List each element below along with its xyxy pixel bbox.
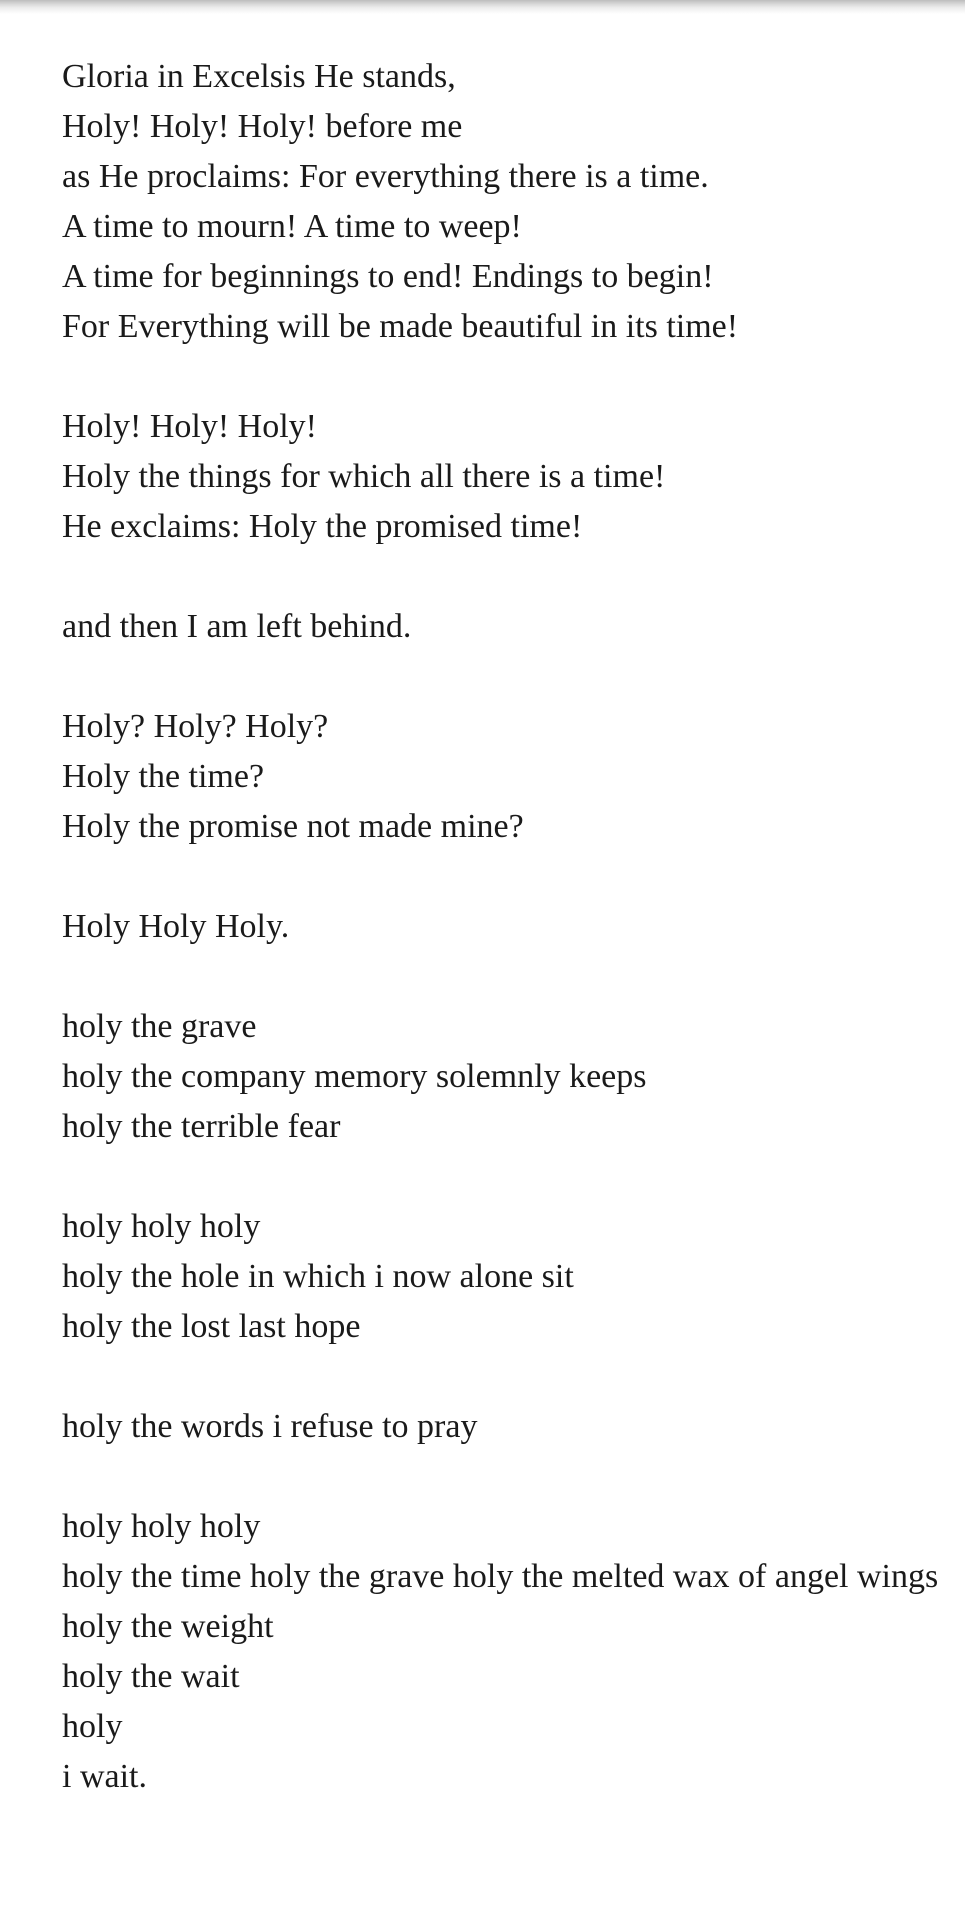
poem-line: as He proclaims: For everything there is a time. — [62, 158, 709, 195]
stanza-3 — [62, 602, 942, 652]
stanza-8 — [62, 1402, 942, 1452]
poem-line: holy the terrible fear — [62, 1108, 341, 1145]
poem-line: Holy! Holy! Holy! before me — [62, 108, 463, 145]
poem-line: holy — [62, 1708, 123, 1745]
poem-line: i wait. — [62, 1758, 147, 1795]
poem-line: holy the wait — [62, 1658, 240, 1695]
poem-line: A time for beginnings to end! Endings to begin! — [62, 258, 714, 295]
poem-line: Holy? Holy? Holy? — [62, 708, 329, 745]
stanza-4 — [62, 702, 942, 852]
poem-line: For Everything will be made beautiful in its time! — [62, 308, 739, 345]
stanza-6 — [62, 1002, 942, 1152]
poem-line: Holy the things for which all there is a time! — [62, 458, 666, 495]
top-edge-shadow — [0, 0, 965, 14]
stanza-5 — [62, 902, 942, 952]
poem-line: holy the weight — [62, 1608, 274, 1645]
poem-line: He exclaims: Holy the promised time! — [62, 508, 583, 545]
poem-text — [62, 52, 942, 1802]
poem-line: holy the grave — [62, 1008, 257, 1045]
poem-line: holy the company memory solemnly keeps — [62, 1058, 647, 1095]
poem-line: Holy Holy Holy. — [62, 908, 290, 945]
poem-line: holy the hole in which i now alone sit — [62, 1258, 574, 1295]
poem-line: holy the lost last hope — [62, 1308, 361, 1345]
poem-line: holy holy holy — [62, 1508, 261, 1545]
poem-line: and then I am left behind. — [62, 608, 412, 645]
poem-line: Holy the time? — [62, 758, 265, 795]
poem-line: Gloria in Excelsis He stands, — [62, 58, 456, 95]
poem-line: holy the words i refuse to pray — [62, 1408, 478, 1445]
poem-line: Holy the promise not made mine? — [62, 808, 524, 845]
stanza-7 — [62, 1202, 942, 1352]
poem-line: A time to mourn! A time to weep! — [62, 208, 522, 245]
stanza-2 — [62, 402, 942, 552]
poem-line: Holy! Holy! Holy! — [62, 408, 317, 445]
poem-line: holy holy holy — [62, 1208, 261, 1245]
stanza-9 — [62, 1502, 942, 1802]
stanza-1 — [62, 52, 942, 352]
poem-line: holy the time holy the grave holy the melted wax of angel wings — [62, 1558, 939, 1595]
